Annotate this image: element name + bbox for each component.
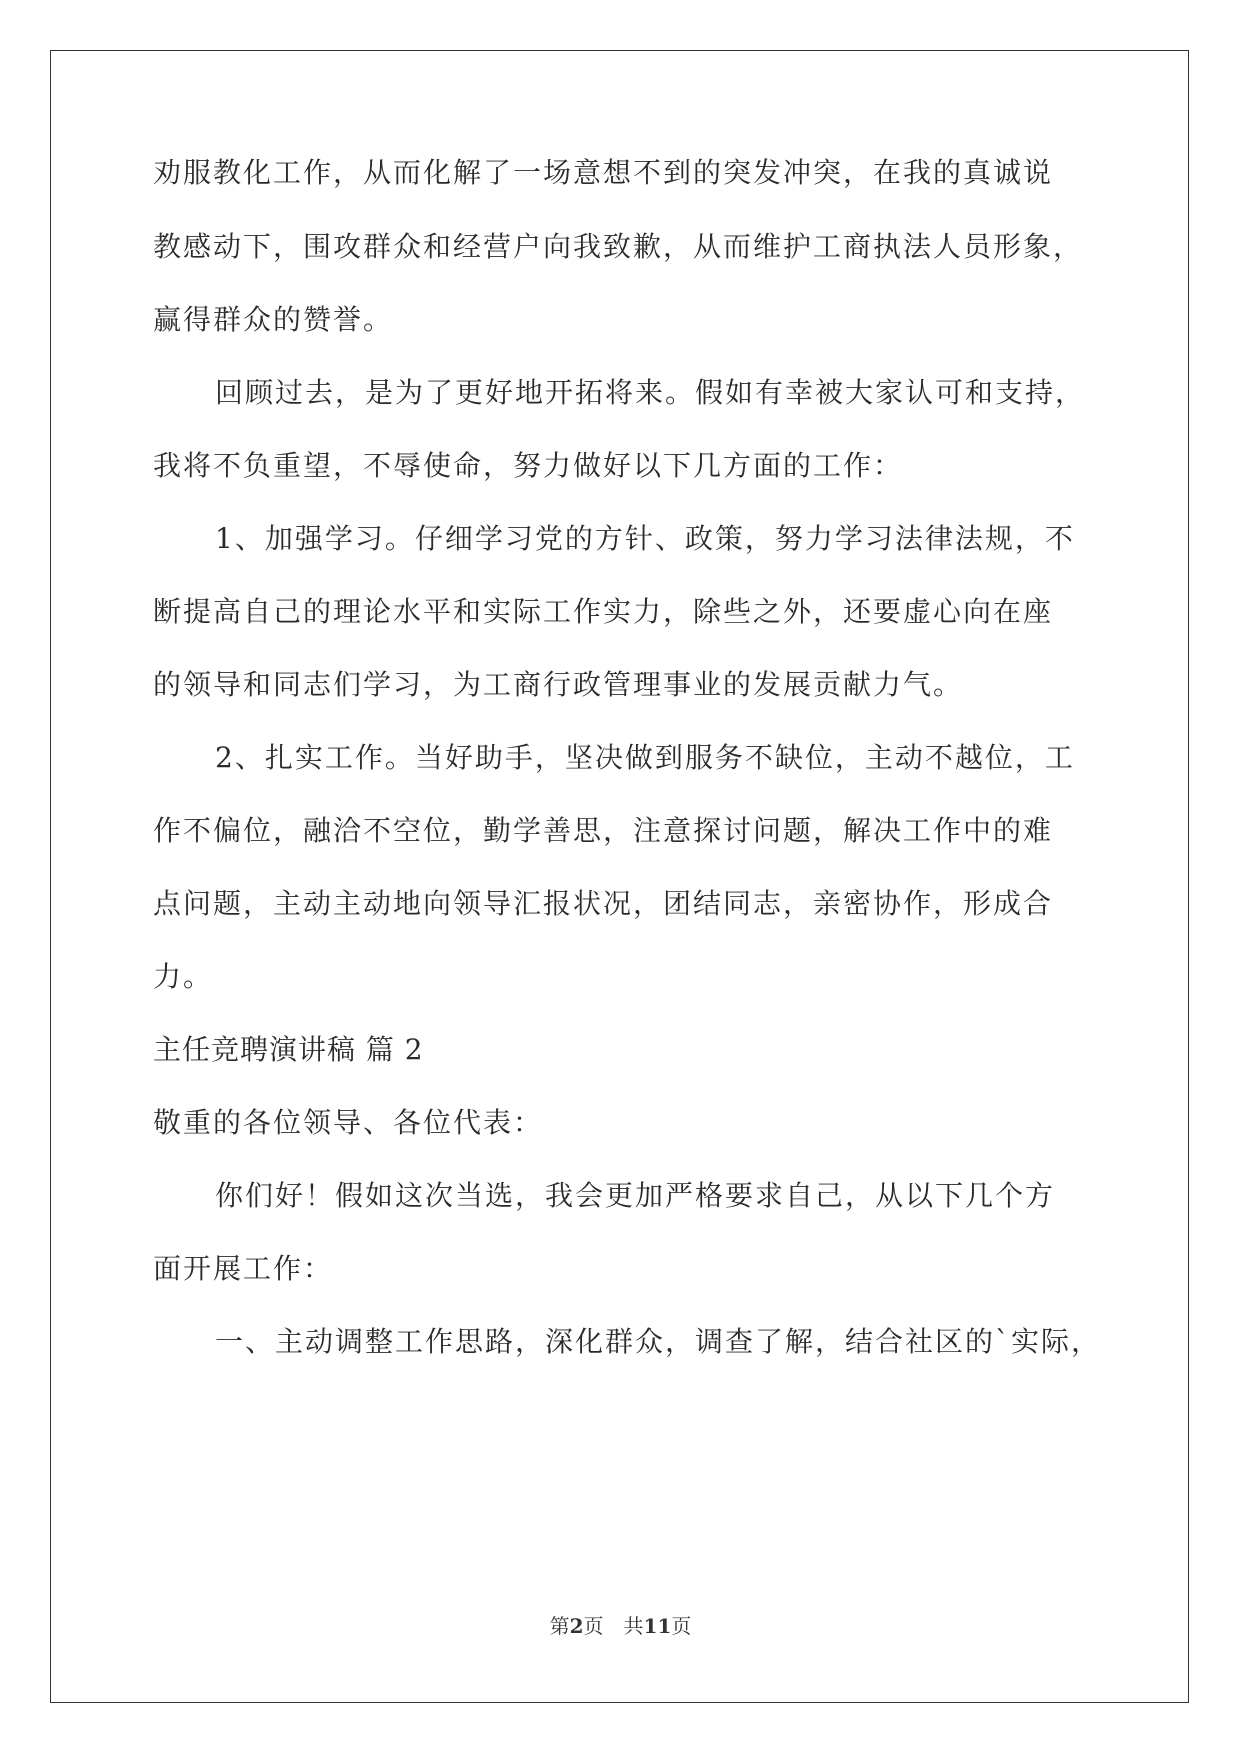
body-line: 作不偏位，融洽不空位，勤学善思，注意探讨问题，解决工作中的难 [153,814,1054,847]
page-total: 11 [643,1614,672,1638]
footer-mid: 页 共 [583,1614,644,1638]
paragraph-start-line: 一、主动调整工作思路，深化群众，调查了解，结合社区的`实际， [215,1325,1102,1358]
paragraph-start-line: 2、扎实工作。当好助手，坚决做到服务不缺位，主动不越位，工 [215,741,1075,774]
body-line: 点问题，主动主动地向领导汇报状况，团结同志，亲密协作，形成合 [153,887,1054,920]
body-line: 赢得群众的赞誉。 [153,303,394,336]
page-border [50,50,1189,1703]
body-line: 断提高自己的理论水平和实际工作实力，除些之外，还要虚心向在座 [153,595,1054,628]
body-line: 的领导和同志们学习，为工商行政管理事业的发展贡献力气。 [153,668,964,701]
paragraph-start-line: 你们好！假如这次当选，我会更加严格要求自己，从以下几个方 [215,1179,1056,1212]
body-line: 劝服教化工作，从而化解了一场意想不到的突发冲突，在我的真诚说 [153,156,1054,189]
footer-prefix: 第 [549,1614,570,1638]
body-line: 力。 [153,960,214,993]
paragraph-start-line: 1、加强学习。仔细学习党的方针、政策，努力学习法律法规，不 [215,522,1075,555]
body-line: 教感动下，围攻群众和经营户向我致歉，从而维护工商执法人员形象， [153,230,1084,263]
salutation: 敬重的各位领导、各位代表： [153,1106,544,1139]
page-current: 2 [569,1614,584,1638]
section-heading: 主任竞聘演讲稿 篇 2 [153,1033,424,1066]
body-line: 面开展工作： [153,1252,334,1285]
body-line: 我将不负重望，不辱使命，努力做好以下几方面的工作： [153,449,904,482]
page-footer [0,1614,1241,1638]
footer-suffix: 页 [671,1614,692,1638]
paragraph-start-line: 回顾过去，是为了更好地开拓将来。假如有幸被大家认可和支持， [215,376,1086,409]
